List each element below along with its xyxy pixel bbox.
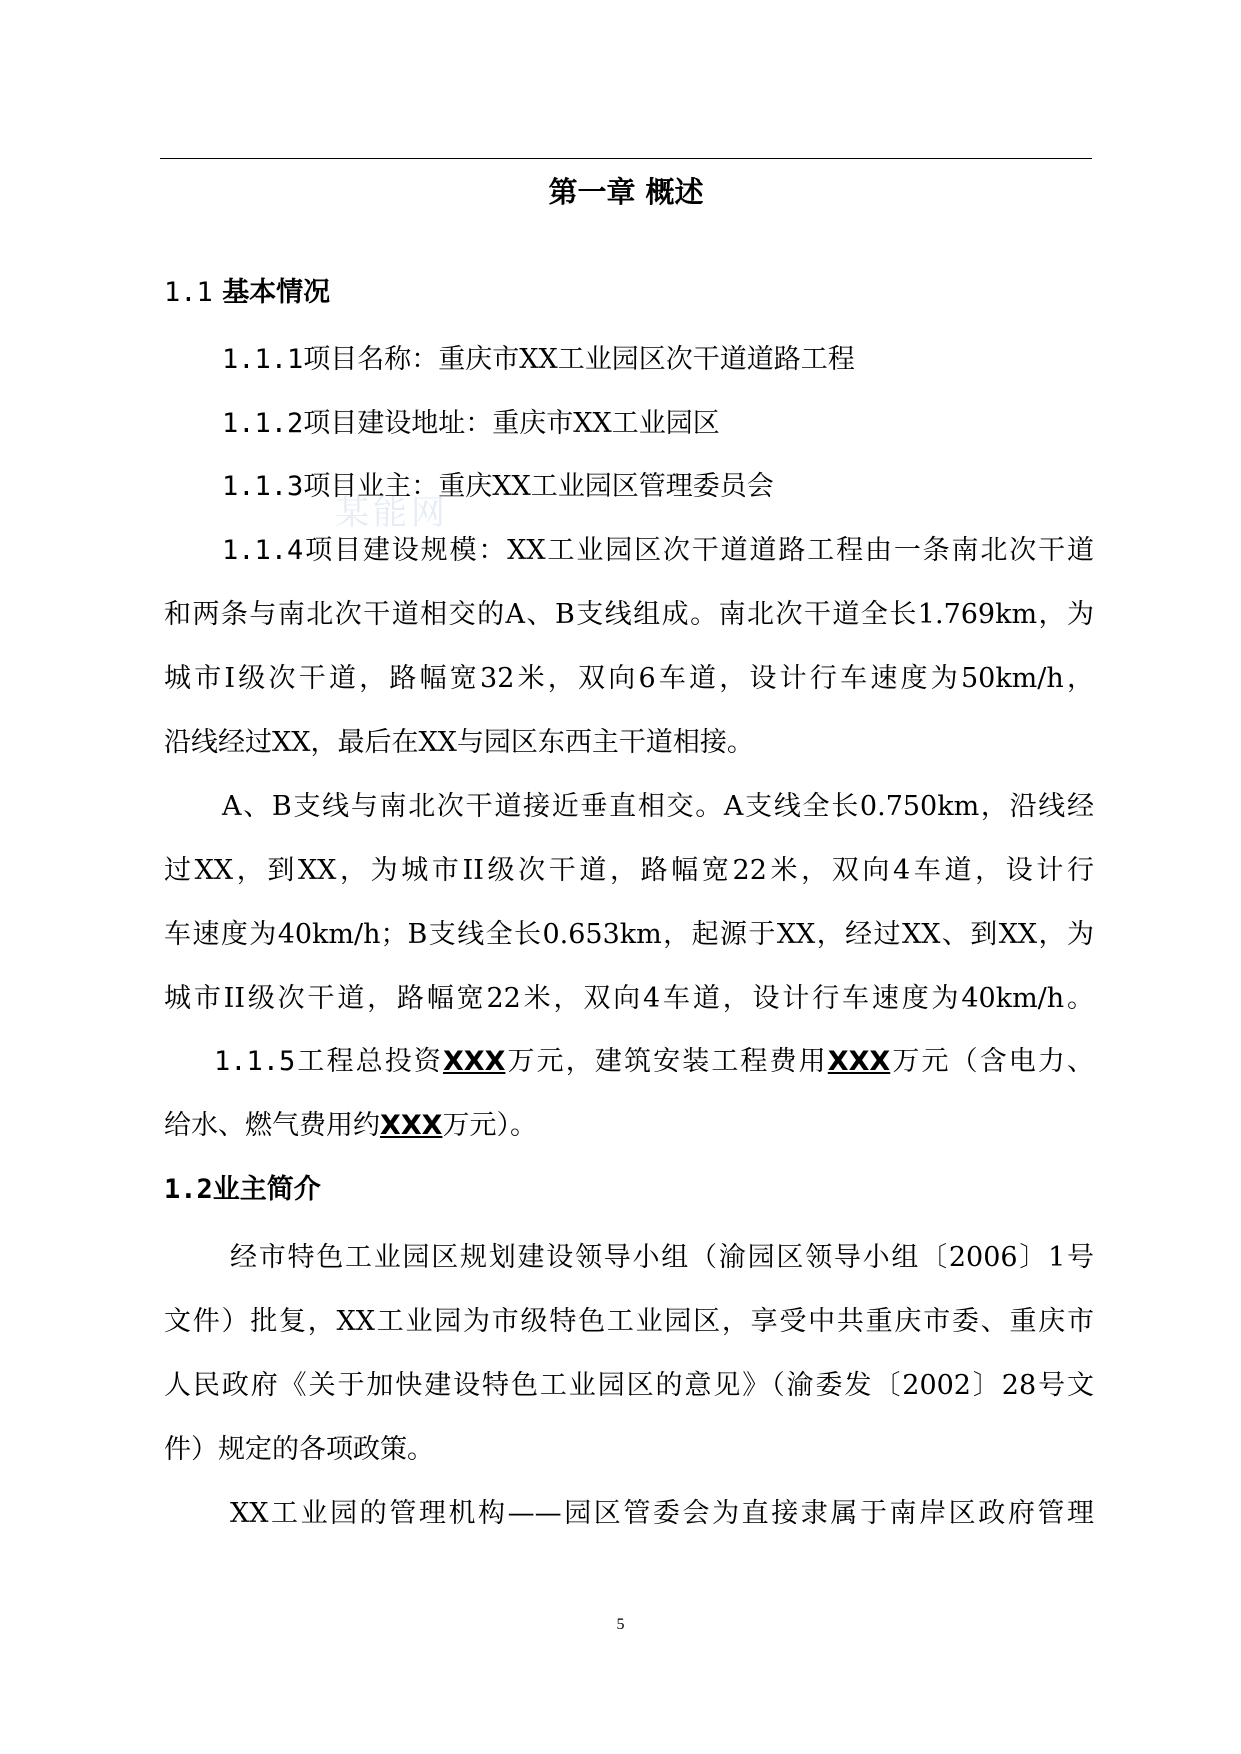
header-rule xyxy=(160,158,1092,159)
para-mgmt-line-1: XX工业园的管理机构——园区管委会为直接隶属于南岸区政府管理 xyxy=(230,1498,1094,1529)
section-title: 基本情况 xyxy=(222,277,331,308)
para-ab-line-3: 车速度为40km/h；B支线全长0.653km，起源于XX，经过XX、到XX，为 xyxy=(164,919,1094,950)
item-1-1-4-line-4: 沿线经过XX，最后在XX与园区东西主干道相接。 xyxy=(164,727,754,758)
page-number: 5 xyxy=(616,1616,625,1633)
item-1-1-1 xyxy=(222,342,1094,378)
item-number: 1.1.3 xyxy=(222,471,304,502)
section-heading-1-2 xyxy=(164,1172,321,1208)
item-number: 1.1.5 xyxy=(214,1046,296,1077)
item-text: 项目建设地址：重庆市XX工业园区 xyxy=(303,408,720,439)
item-text: 项目业主：重庆XX工业园区管理委员会 xyxy=(303,471,774,502)
item-text: 万元）。 xyxy=(442,1110,537,1141)
item-1-1-3 xyxy=(222,469,1094,505)
item-text: 万元（含电力、 xyxy=(890,1046,1095,1077)
item-text: 项目名称：重庆市XX工业园区次干道道路工程 xyxy=(303,344,855,375)
item-1-1-2 xyxy=(222,406,1094,442)
investment-value: XXX xyxy=(442,1046,506,1077)
item-text: 给水、燃气费用约 xyxy=(164,1110,380,1141)
para-ab-line-2: 过XX，到XX，为城市II级次干道，路幅宽22米，双向4车道，设计行 xyxy=(164,855,1094,886)
item-text: 工程总投资 xyxy=(295,1046,443,1077)
para-owner-line-3: 人民政府《关于加快建设特色工业园区的意见》（渝委发〔2002〕28号文 xyxy=(164,1370,1094,1401)
watermark: 某能网 xyxy=(335,493,449,533)
item-number: 1.1.1 xyxy=(222,344,304,375)
item-text: 万元，建筑安装工程费用 xyxy=(505,1046,828,1077)
item-number: 1.1.2 xyxy=(222,408,304,439)
section-number: 1.2 xyxy=(164,1174,213,1205)
chapter-title: 第一章 概述 xyxy=(548,175,704,209)
utility-cost-value: XXX xyxy=(380,1110,443,1141)
item-text: 项目建设规模：XX工业园区次干道道路工程由一条南北次干道 xyxy=(303,535,1094,566)
construction-cost-value: XXX xyxy=(827,1046,891,1077)
para-ab-line-1: A、B支线与南北次干道接近垂直相交。A支线全长0.750km，沿线经 xyxy=(222,791,1094,822)
section-number: 1.1 xyxy=(164,277,213,308)
item-1-1-4-line-1 xyxy=(222,533,1094,569)
para-owner-line-1: 经市特色工业园区规划建设领导小组（渝园区领导小组〔2006〕1号 xyxy=(230,1242,1094,1273)
para-owner-line-4: 件）规定的各项政策。 xyxy=(164,1434,434,1465)
item-1-1-4-line-3: 城市I级次干道，路幅宽32米，双向6车道，设计行车速度为50km/h， xyxy=(164,663,1094,694)
para-owner-line-2: 文件）批复，XX工业园为市级特色工业园区，享受中共重庆市委、重庆市 xyxy=(164,1306,1094,1337)
item-1-1-5-line-2 xyxy=(164,1108,1094,1144)
item-1-1-4-line-2: 和两条与南北次干道相交的A、B支线组成。南北次干道全长1.769km，为 xyxy=(164,599,1094,630)
section-title: 业主简介 xyxy=(212,1174,321,1205)
section-heading-1-1 xyxy=(164,275,330,311)
item-1-1-5-line-1 xyxy=(214,1044,1094,1080)
para-ab-line-4: 城市II级次干道，路幅宽22米，双向4车道，设计行车速度为40km/h。 xyxy=(164,983,1094,1014)
item-number: 1.1.4 xyxy=(222,535,304,566)
